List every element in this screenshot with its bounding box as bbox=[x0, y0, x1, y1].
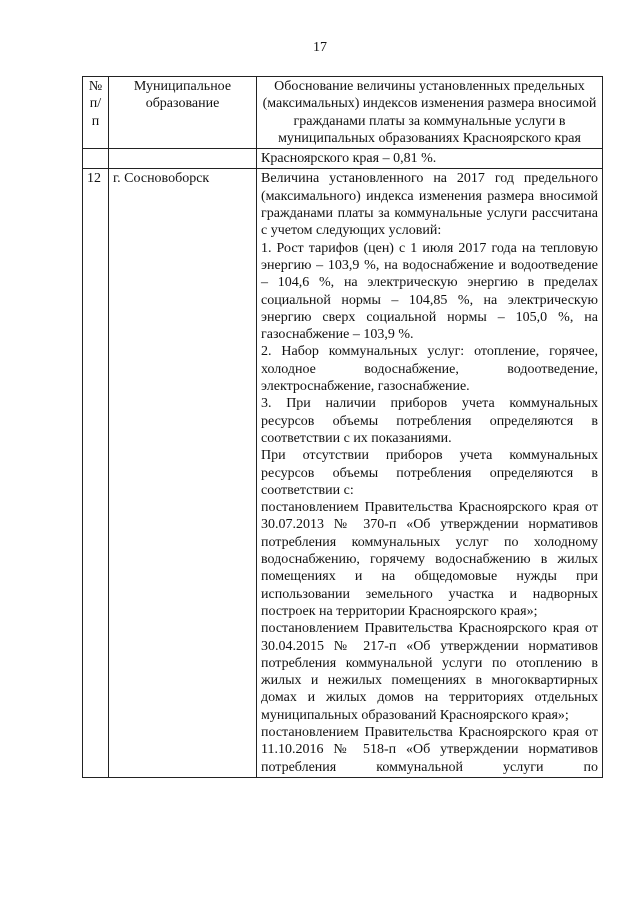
index-justification-table bbox=[82, 76, 603, 778]
table-row bbox=[83, 169, 603, 777]
header-number: № п/п bbox=[83, 77, 109, 149]
paragraph-resolution-370p: постановлением Правительства Красноярского края от 30.07.2013 № 370-п «Об утверждении нормативов потребления коммунальных услуг по холодному водоснабжению, горячему водоснабжению в жилых помещениях и на общедомовые нужды при использовании земельного участка и надворных построек на территории Красноярского края»; bbox=[261, 500, 598, 619]
header-justification: Обоснование величины установленных предельных (максимальных) индексов изменения размера вносимой гражданами платы за коммунальные услуги в муниципальных образованиях Красноярского края bbox=[257, 77, 603, 149]
paragraph-meters-absent: При отсутствии приборов учета коммунальных ресурсов объемы потребления определяются в соответствии с: bbox=[261, 448, 598, 498]
continuation-text: Красноярского края – 0,81 %. bbox=[257, 149, 603, 169]
paragraph-resolution-518p: постановлением Правительства Красноярского края от 11.10.2016 № 518-п «Об утверждении нормативов потребления коммунальной услуги по bbox=[261, 724, 598, 775]
header-municipality: Муниципальное образование bbox=[109, 77, 257, 149]
continuation-number-cell bbox=[83, 149, 109, 169]
paragraph-tariff-growth: 1. Рост тарифов (цен) с 1 июля 2017 года на тепловую энергию – 103,9 %, на водоснабжение и водоотведение – 104,6 %, на электрическую энергию в пределах социальной нормы – 104,85 %, на электрическую энергию сверх социальной нормы – 105,0 %, на газоснабжение – 103,9 %. bbox=[261, 240, 598, 343]
paragraph-services-set: 2. Набор коммунальных услуг: отопление, горячее, холодное водоснабжение, водоотведение, электроснабжение, газоснабжение. bbox=[261, 344, 598, 395]
paragraph-meters-present: 3. При наличии приборов учета коммунальных ресурсов объемы потребления определяются в соответствии с их показаниями. bbox=[261, 396, 598, 446]
row-justification-cell bbox=[257, 169, 603, 777]
continuation-municipality-cell bbox=[109, 149, 257, 169]
paragraph-resolution-217p: постановлением Правительства Красноярского края от 30.04.2015 № 217-п «Об утверждении нормативов потребления коммунальной услуги по отоплению в жилых и нежилых помещениях в многоквартирных домах и жилых домов на территориях отдельных муниципальных образований Красноярского края»; bbox=[261, 621, 598, 723]
row-municipality: г. Сосновоборск bbox=[109, 169, 257, 777]
row-number: 12 bbox=[83, 169, 109, 777]
paragraph-intro: Величина установленного на 2017 год предельного (максимального) индекса изменения размера вносимой гражданами платы за коммунальные услуги рассчитана с учетом следующих условий: bbox=[261, 171, 598, 239]
page-number: 17 bbox=[313, 40, 327, 55]
continuation-row bbox=[83, 149, 603, 169]
table-header-row bbox=[83, 77, 603, 149]
